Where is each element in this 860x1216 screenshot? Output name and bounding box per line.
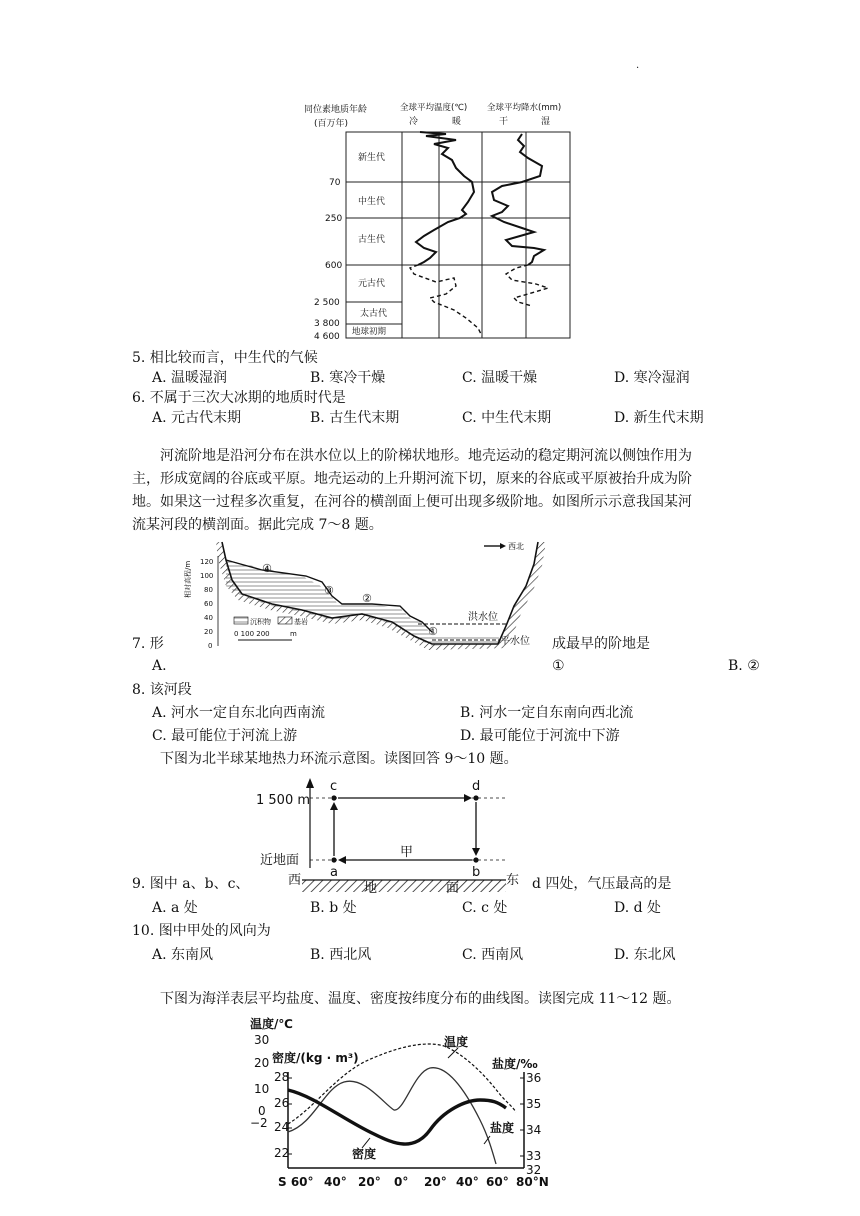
y-tick: 60 (204, 600, 213, 608)
x-tick: 40° (324, 1175, 347, 1189)
terrace-label: ① (428, 625, 438, 638)
x-tick: 0° (394, 1175, 409, 1189)
y-tick: 20 (204, 628, 213, 636)
x-tick: S 60° (278, 1175, 314, 1189)
q10-option-c[interactable]: C. 西南风 (462, 947, 524, 963)
q8-option-c[interactable]: C. 最可能位于河流上游 (152, 728, 298, 744)
temp-tick: −2 (250, 1116, 268, 1130)
q6-option-a[interactable]: A. 元古代末期 (152, 410, 242, 426)
point-c (331, 795, 336, 800)
era-label: 中生代 (358, 197, 386, 207)
density-curve (288, 1090, 506, 1144)
y-tick: 0 (208, 642, 213, 650)
temperature-curve-uncertain (410, 265, 482, 336)
temp-tick: 20 (254, 1056, 270, 1070)
arrow-a-to-c (330, 802, 338, 810)
point-label: d (472, 779, 481, 794)
ocean-intro: 下图为海洋表层平均盐度、温度、密度按纬度分布的曲线图。读图完成 11～12 题。 (160, 991, 681, 1007)
age-column-unit: (百万年) (314, 119, 349, 129)
y-tick: 80 (204, 586, 213, 594)
passage-line: 流某河段的横剖面。据此完成 7～8 题。 (132, 517, 383, 533)
point-b (473, 857, 478, 862)
passage-line: 主，形成宽阔的谷底或平原。地壳运动的上升期河流下切，原来的谷底或平原被抬升成为阶 (132, 471, 692, 487)
q9-option-c[interactable]: C. c 处 (462, 900, 508, 916)
x-tick: 60° (486, 1175, 509, 1189)
x-tick: 20° (358, 1175, 381, 1189)
q5-option-b[interactable]: B. 寒冷干燥 (310, 370, 386, 386)
flood-level-label: 洪水位 (468, 612, 498, 623)
q10-option-a[interactable]: A. 东南风 (152, 947, 214, 963)
age-label: 2 500 (314, 298, 340, 308)
q10-option-d[interactable]: D. 东北风 (614, 947, 676, 963)
q8-option-a[interactable]: A. 河水一定自东北向西南流 (152, 705, 326, 721)
q9-option-d[interactable]: D. d 处 (614, 900, 662, 916)
x-tick: 40° (456, 1175, 479, 1189)
temp-axis-label: 温度/℃ (250, 1017, 293, 1031)
x-tick: 80°N (516, 1175, 549, 1189)
age-label: 250 (325, 214, 343, 224)
era-label: 地球初期 (352, 327, 387, 337)
terrace-label: ④ (262, 562, 272, 575)
land-label: 地 (364, 881, 378, 894)
question-10-stem: 10. 图中甲处的风向为 (132, 923, 271, 939)
temp-warm-label: 暖 (452, 117, 462, 127)
q9-option-a[interactable]: A. a 处 (152, 900, 198, 916)
question-7-stem-start: 7. 形 (132, 636, 164, 652)
q5-option-d[interactable]: D. 寒冷湿润 (614, 370, 690, 386)
precip-dry-label: 干 (499, 117, 509, 127)
q10-option-b[interactable]: B. 西北风 (310, 947, 372, 963)
thermal-circulation-figure (254, 776, 526, 882)
era-label: 元古代 (358, 279, 386, 289)
salinity-axis-label: 盐度/‰ (492, 1057, 538, 1071)
age-label: 3 800 (314, 319, 340, 329)
temp-tick: 10 (254, 1082, 270, 1096)
point-label: b (472, 865, 481, 880)
y-tick: 100 (200, 572, 214, 580)
ground-bar (288, 872, 524, 894)
surface-label: 面 (446, 881, 460, 894)
density-tick: 22 (274, 1146, 290, 1160)
height-label: 1 500 m (256, 793, 311, 808)
ground-label: 近地面 (260, 853, 300, 868)
era-label: 太古代 (360, 309, 388, 319)
east-label: 东 (506, 873, 520, 888)
question-9-stem-end: d 四处，气压最高的是 (532, 876, 672, 892)
question-9-stem-start: 9. 图中 a、b、c、 (132, 876, 250, 892)
temp-column-title: 全球平均温度(℃) (400, 103, 468, 113)
y-tick: 40 (204, 614, 213, 622)
age-column-title: 同位素地质年龄 (304, 105, 368, 115)
q6-option-b[interactable]: B. 古生代末期 (310, 410, 400, 426)
density-tick: 28 (274, 1070, 290, 1084)
arrow-c-to-d (464, 794, 472, 802)
question-7-stem-end: 成最早的阶地是 (552, 636, 650, 652)
q6-option-c[interactable]: C. 中生代末期 (462, 410, 552, 426)
arrow-b-to-a (338, 856, 346, 864)
x-tick: 20° (424, 1175, 447, 1189)
density-curve-label: 密度 (352, 1147, 377, 1161)
q6-option-d[interactable]: D. 新生代末期 (614, 410, 704, 426)
normal-level-label: 平水位 (500, 636, 530, 647)
q9-option-b[interactable]: B. b 处 (310, 900, 357, 916)
salinity-tick: 34 (526, 1123, 542, 1137)
q7-option-a-value[interactable]: ① (552, 658, 565, 674)
q8-option-d[interactable]: D. 最可能位于河流中下游 (460, 728, 620, 744)
terrace-label: ③ (324, 584, 334, 597)
density-tick: 24 (274, 1120, 290, 1134)
scale-unit: m (290, 630, 297, 638)
question-5-stem: 5. 相比较而言，中生代的气候 (132, 350, 318, 366)
salinity-tick: 36 (526, 1071, 542, 1085)
salinity-tick: 33 (526, 1149, 542, 1163)
y-axis-label: 相对高程/m (184, 560, 192, 598)
temperature-curve (416, 132, 474, 265)
q8-option-b[interactable]: B. 河水一定自东南向西北流 (460, 705, 634, 721)
question-8-stem: 8. 该河段 (132, 682, 192, 698)
salinity-tick: 35 (526, 1097, 542, 1111)
q5-option-c[interactable]: C. 温暖干燥 (462, 370, 538, 386)
precipitation-curve-uncertain (506, 265, 548, 306)
jia-label: 甲 (400, 845, 414, 860)
direction-label: 西北 (508, 542, 524, 551)
precip-column-title: 全球平均降水(mm) (487, 103, 562, 113)
y-tick: 120 (200, 558, 214, 566)
terrace-label: ② (362, 592, 372, 605)
arrow-d-to-b (472, 848, 480, 856)
west-label: 西 (288, 873, 302, 888)
salinity-tick: 32 (526, 1163, 542, 1177)
scale-bar: 0 100 200 (234, 630, 270, 638)
point-a (331, 857, 336, 862)
point-label: c (330, 779, 338, 794)
legend-bedrock: 基岩 (294, 618, 308, 626)
circulation-intro: 下图为北半球某地热力环流示意图。读图回答 9～10 题。 (160, 751, 518, 767)
era-label: 新生代 (358, 153, 386, 163)
salinity-curve-label: 盐度 (490, 1121, 515, 1135)
question-6-stem: 6. 不属于三次大冰期的地质时代是 (132, 390, 346, 406)
density-axis-label: 密度/(kg · m³) (272, 1051, 359, 1065)
q7-option-b[interactable]: B. ② (728, 658, 760, 674)
ocean-properties-figure (244, 1012, 564, 1212)
terrace-passage (132, 445, 732, 537)
temp-cold-label: 冷 (409, 117, 419, 127)
age-label: 600 (325, 261, 343, 271)
legend-sediment: 沉积物 (250, 618, 271, 626)
temp-curve-label: 温度 (444, 1035, 469, 1049)
precipitation-curve (492, 134, 544, 265)
point-label: a (330, 865, 338, 880)
temp-tick: 30 (254, 1033, 270, 1047)
river-terrace-figure (182, 536, 552, 656)
density-tick: 26 (274, 1096, 290, 1110)
passage-line: 河流阶地是沿河分布在洪水位以上的阶梯状地形。地壳运动的稳定期河流以侧蚀作用为 (160, 448, 692, 464)
era-label: 古生代 (358, 235, 386, 245)
page-mark: . (636, 60, 640, 71)
point-d (473, 795, 478, 800)
salinity-curve (288, 1068, 496, 1164)
temp-tick: 0 (258, 1104, 266, 1118)
q5-option-a[interactable]: A. 温暖湿润 (152, 370, 228, 386)
passage-line: 地。如果这一过程多次重复，在河谷的横剖面上便可出现多级阶地。如图所示示意我国某河 (132, 494, 692, 510)
precip-wet-label: 湿 (541, 117, 551, 127)
geologic-climate-figure (296, 96, 580, 342)
q7-option-a-letter[interactable]: A. (152, 658, 167, 674)
age-label: 4 600 (314, 332, 340, 342)
age-label: 70 (329, 178, 341, 188)
